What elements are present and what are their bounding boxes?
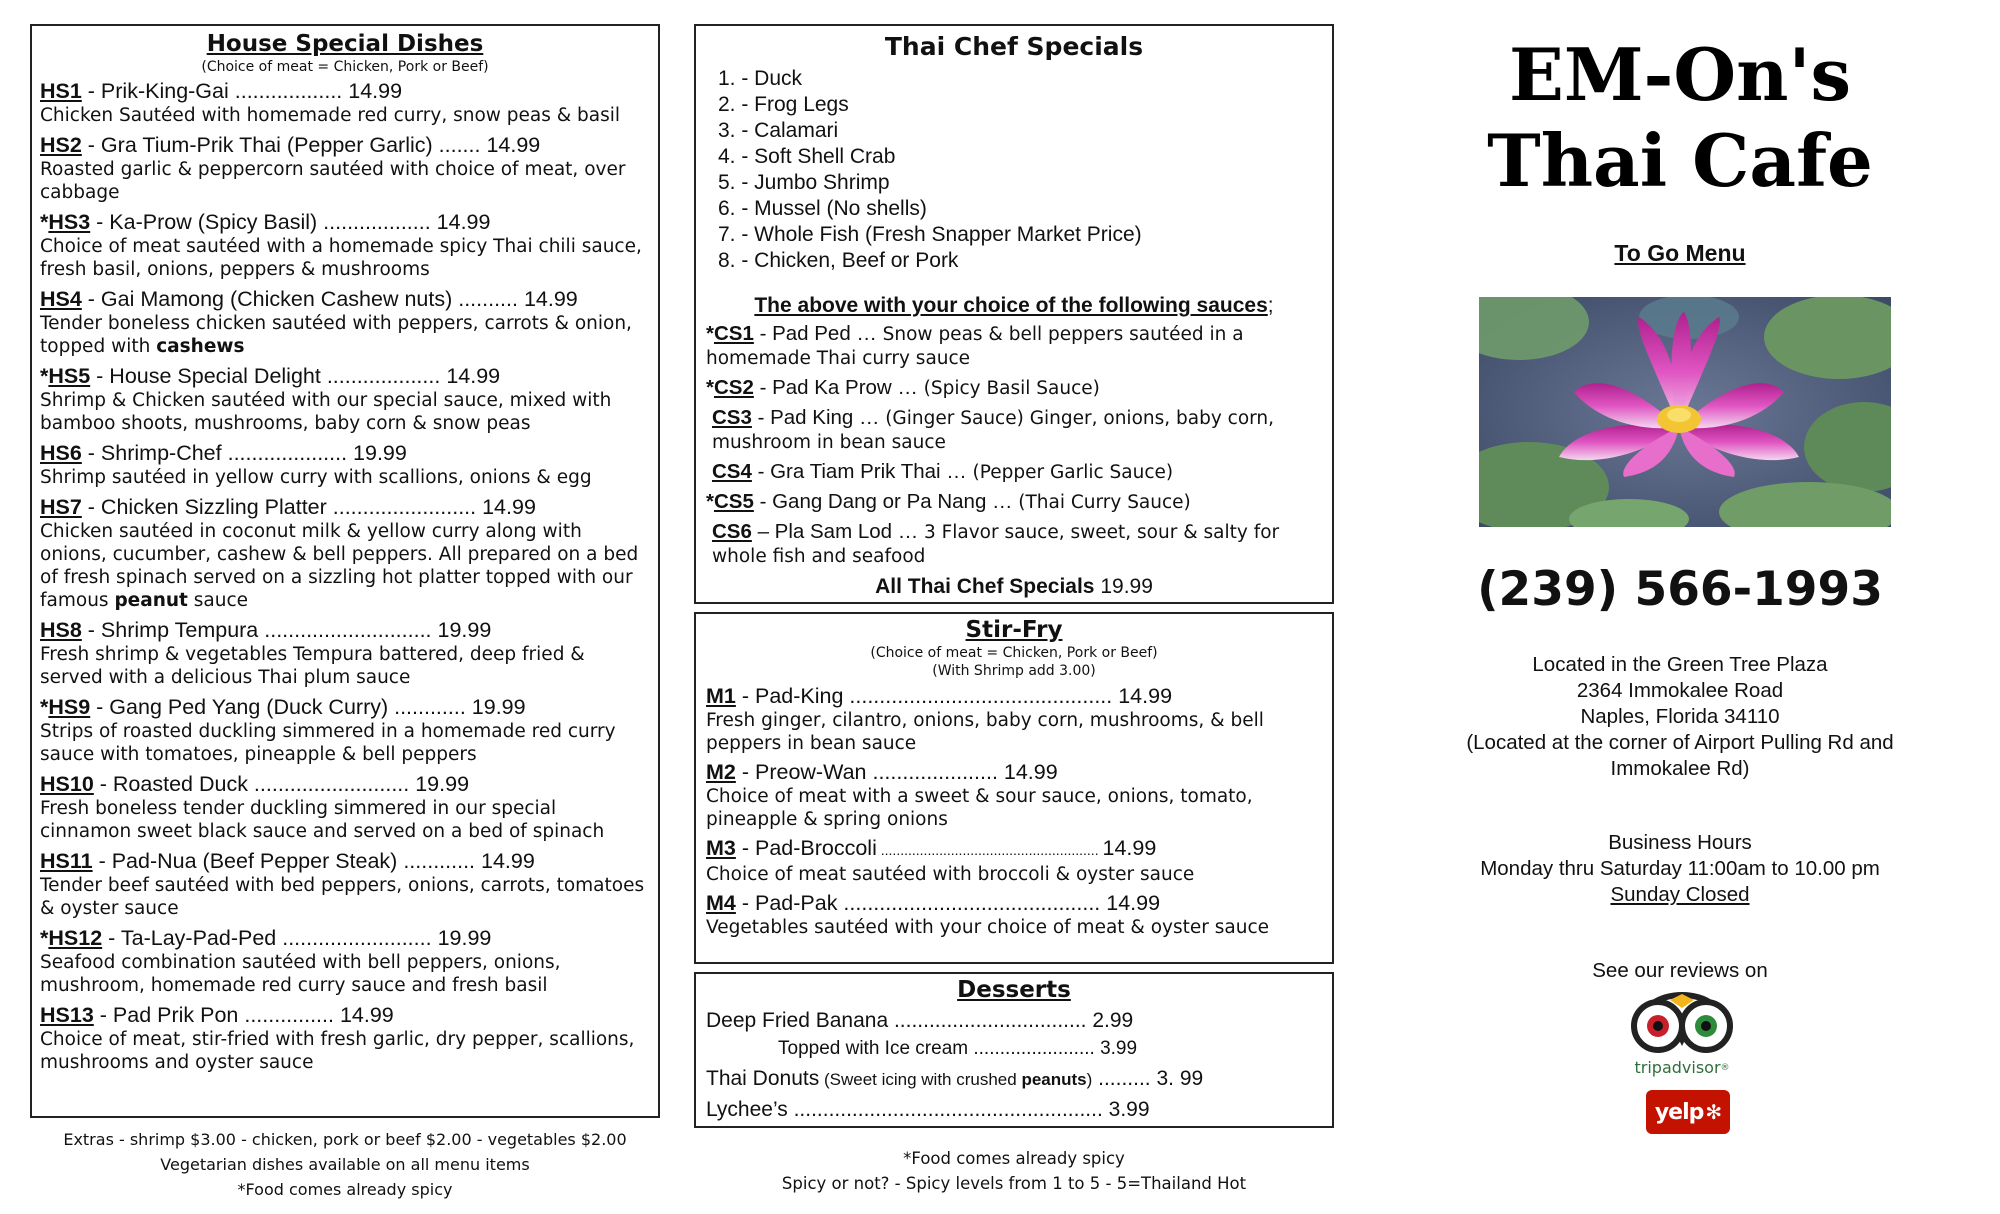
- sauce-name: - Gra Tiam Prik Thai …: [751, 460, 973, 483]
- menu-item: [40, 926, 650, 997]
- menu-item-line: [40, 695, 650, 720]
- spicy-star: *: [40, 210, 49, 234]
- sauce-name: - Pad Ped …: [753, 322, 883, 345]
- stir-fry-panel: [694, 612, 1334, 964]
- menu-item: [40, 364, 650, 435]
- menu-item: [706, 684, 1322, 755]
- menu-item-description: [40, 874, 650, 920]
- menu-item-line: [40, 772, 650, 797]
- dessert-item: [706, 1038, 1322, 1060]
- menu-item: [706, 891, 1322, 939]
- item-leader-dots: ............: [397, 849, 481, 873]
- stir-fry-subtitle-meat: (Choice of meat = Chicken, Pork or Beef): [870, 645, 1158, 661]
- item-code: HS3: [48, 210, 91, 234]
- chef-special-option: 3. - Calamari: [718, 119, 839, 142]
- item-code: HS9: [48, 695, 91, 719]
- item-leader-dots: ............................................: [843, 684, 1119, 708]
- spicy-star: *: [40, 926, 49, 950]
- menu-item: [40, 133, 650, 204]
- description-text: Choice of meat sautéed with a homemade spicy Thai chili sauce, fresh basil, onions, peppers & mushrooms: [40, 236, 642, 280]
- sauce-name: - Pad King …: [751, 406, 886, 429]
- menu-item-line: [40, 210, 650, 235]
- sauce-description: (Thai Curry Sauce): [1018, 492, 1191, 513]
- sauce-code: CS4: [712, 460, 752, 483]
- address-line-street: 2364 Immokalee Road: [1576, 679, 1784, 702]
- item-leader-dots: ....................: [221, 441, 354, 465]
- description-text: Tender beef sautéed with bed peppers, onions, carrots, tomatoes & oyster sauce: [40, 875, 645, 919]
- item-code: HS7: [40, 495, 82, 519]
- extras-note: [0, 1127, 690, 1202]
- menu-item: [40, 441, 650, 489]
- chef-specials-panel: [694, 24, 1334, 604]
- tripadvisor-text: tripadvisor: [1634, 1058, 1721, 1077]
- dessert-name: Deep Fried Banana: [706, 1009, 889, 1032]
- item-code: HS11: [40, 849, 93, 873]
- item-name: - Chicken Sizzling Platter: [81, 495, 327, 519]
- item-leader-dots: ...........................................: [837, 891, 1107, 915]
- description-text: Shrimp sautéed in yellow curry with scallions, onions & egg: [40, 467, 592, 488]
- all-chef-specials-amount: 19.99: [1094, 575, 1153, 598]
- stir-fry-title: Stir-Fry: [965, 617, 1063, 643]
- menu-item-line: [706, 836, 1322, 863]
- item-leader-dots: ..................: [317, 210, 437, 234]
- dessert-item: [706, 1097, 1322, 1123]
- lotus-photo: [1479, 297, 1891, 527]
- sauce-list: [706, 322, 1322, 568]
- item-name: - Pad-King: [735, 684, 844, 708]
- item-code: HS13: [40, 1003, 94, 1027]
- item-name: - Shrimp Tempura: [81, 618, 259, 642]
- dessert-price: 2.99: [1092, 1009, 1134, 1032]
- menu-item-description: [40, 643, 650, 689]
- item-leader-dots: .........: [1092, 1067, 1157, 1090]
- desserts-list: [706, 1008, 1322, 1123]
- item-price: 14.99: [446, 364, 501, 388]
- description-text: Fresh ginger, cilantro, onions, baby corn, mushrooms, & bell peppers in bean sauce: [706, 710, 1264, 754]
- item-code: M1: [706, 684, 736, 708]
- menu-item-line: [40, 849, 650, 874]
- business-hours-title: Business Hours: [1608, 831, 1752, 854]
- sauce-code: CS3: [712, 406, 752, 429]
- address-line-corner: (Located at the corner of Airport Pulling Rd and: [1466, 731, 1894, 754]
- business-hours-sunday: Sunday Closed: [1610, 883, 1750, 906]
- menu-item-description: [40, 720, 650, 766]
- dessert-name: Thai Donuts: [706, 1067, 820, 1090]
- sauce-option: [706, 490, 1322, 514]
- restaurant-name-line1: EM-On's: [1508, 32, 1852, 117]
- menu-item: [40, 287, 650, 358]
- menu-item-description: [40, 951, 650, 997]
- item-name: - Preow-Wan: [735, 760, 867, 784]
- item-leader-dots: ........................: [326, 495, 483, 519]
- dessert-price: 3. 99: [1156, 1067, 1204, 1090]
- address-line-city: Naples, Florida 34110: [1580, 705, 1780, 728]
- description-text: Choice of meat sautéed with broccoli & oyster sauce: [706, 864, 1195, 885]
- menu-item-description: [706, 863, 1322, 886]
- dessert-note-highlight: peanuts: [1021, 1070, 1087, 1089]
- item-price: 14.99: [436, 210, 491, 234]
- menu-item-description: [40, 520, 650, 612]
- menu-item-description: [706, 785, 1322, 831]
- menu-item-line: [40, 79, 650, 104]
- stir-fry-list: [706, 684, 1322, 939]
- menu-item-line: [40, 133, 650, 158]
- menu-item: [706, 760, 1322, 831]
- item-leader-dots: ........................................................: [876, 842, 1103, 858]
- chef-special-option: 1. - Duck: [718, 67, 803, 90]
- item-leader-dots: ...................: [320, 364, 447, 388]
- sauce-description: Snow peas & bell peppers sautéed in a homemade Thai curry sauce: [706, 324, 1244, 369]
- item-name: - Gai Mamong (Chicken Cashew nuts): [81, 287, 453, 311]
- dessert-name: Lychee’s: [706, 1098, 788, 1121]
- description-text-tail: sauce: [187, 590, 249, 611]
- dessert-note: (Sweet icing with crushed: [819, 1070, 1022, 1089]
- sauce-name: - Pad Ka Prow …: [753, 376, 924, 399]
- sauce-code: CS6: [712, 520, 752, 543]
- yelp-burst-icon: ✻: [1705, 1100, 1722, 1124]
- item-name: - Shrimp-Chef: [81, 441, 222, 465]
- stir-fry-subtitle-shrimp: (With Shrimp add 3.00): [932, 663, 1096, 679]
- description-text: Chicken Sautéed with homemade red curry, snow peas & basil: [40, 105, 621, 126]
- description-highlight: peanut: [114, 590, 188, 611]
- item-name: - Gang Ped Yang (Duck Curry): [90, 695, 389, 719]
- spice-level-note: Spicy or not? - Spicy levels from 1 to 5 - 5=Thailand Hot: [781, 1174, 1247, 1193]
- description-text: Choice of meat with a sweet & sour sauce, onions, tomato, pineapple & spring onions: [706, 786, 1253, 830]
- menu-item-line: [706, 684, 1322, 709]
- item-code: HS10: [40, 772, 94, 796]
- spicy-star: *: [40, 364, 49, 388]
- owl-icon: [1622, 990, 1742, 1054]
- item-price: 19.99: [437, 618, 492, 642]
- spicy-star: *: [706, 322, 714, 345]
- sauce-description: 3 Flavor sauce, sweet, sour & salty for whole fish and seafood: [712, 522, 1280, 567]
- item-leader-dots: ............................: [258, 618, 438, 642]
- all-chef-specials-label: All Thai Chef Specials: [875, 575, 1095, 598]
- sauce-name: – Pla Sam Lod …: [751, 520, 924, 543]
- item-price: 19.99: [415, 772, 470, 796]
- restaurant-name-line2: Thai Cafe: [1487, 118, 1873, 203]
- menu-item-line: [706, 760, 1322, 785]
- menu-item-description: [706, 916, 1322, 939]
- menu-item-description: [40, 235, 650, 281]
- menu-item: [40, 618, 650, 689]
- chef-special-option: 5. - Jumbo Shrimp: [718, 171, 890, 194]
- chef-special-option: 6. - Mussel (No shells): [718, 197, 927, 220]
- sauce-option: [706, 322, 1322, 370]
- menu-item-description: [40, 389, 650, 435]
- item-code: M2: [706, 760, 736, 784]
- description-text: Shrimp & Chicken sautéed with our special sauce, mixed with bamboo shoots, mushrooms, baby corn & snow peas: [40, 390, 612, 434]
- chef-special-option: 2. - Frog Legs: [718, 93, 849, 116]
- menu-item: [40, 495, 650, 612]
- sauce-heading: [706, 292, 1322, 319]
- description-text: Choice of meat, stir-fried with fresh garlic, dry pepper, scallions, mushrooms and oyster sauce: [40, 1029, 635, 1073]
- menu-item: [40, 772, 650, 843]
- item-code: HS4: [40, 287, 82, 311]
- dessert-price: 3.99: [1108, 1098, 1150, 1121]
- sauce-heading-text: The above with your choice of the following sauces: [754, 294, 1268, 317]
- sauce-heading-tail: ;: [1267, 294, 1274, 317]
- dessert-note-end: ): [1086, 1070, 1093, 1089]
- item-leader-dots: .......: [432, 133, 487, 157]
- item-price: 14.99: [348, 79, 403, 103]
- menu-item-line: [40, 495, 650, 520]
- sauce-code: CS5: [713, 490, 754, 513]
- business-hours-block: [1390, 830, 1970, 908]
- spicy-star: *: [706, 376, 714, 399]
- item-name: - Pad-Pak: [735, 891, 838, 915]
- menu-item-description: [40, 466, 650, 489]
- menu-item-line: [40, 926, 650, 951]
- chef-special-option: 8. - Chicken, Beef or Pork: [718, 249, 959, 272]
- dessert-item: [706, 1008, 1322, 1034]
- item-leader-dots: .....................................................: [787, 1098, 1109, 1121]
- reviews-label: See our reviews on: [1592, 959, 1768, 982]
- description-text: Tender boneless chicken sautéed with peppers, carrots & onion, topped with: [40, 313, 632, 357]
- item-price: 14.99: [481, 849, 535, 873]
- item-name: - Prik-King-Gai: [81, 79, 229, 103]
- sauce-option: [706, 406, 1322, 454]
- address-line-road: Immokalee Rd): [1610, 757, 1750, 780]
- sauce-name: - Gang Dang or Pa Nang …: [753, 490, 1019, 513]
- spicy-star: *: [706, 490, 714, 513]
- menu-item-line: [40, 1003, 650, 1028]
- item-price: 19.99: [353, 441, 407, 465]
- item-name: - Roasted Duck: [93, 772, 248, 796]
- sauce-description: (Pepper Garlic Sauce): [972, 462, 1174, 483]
- item-leader-dots: .........................: [276, 926, 438, 950]
- menu-item-line: [40, 618, 650, 643]
- item-code: HS8: [40, 618, 82, 642]
- item-price: 14.99: [339, 1003, 394, 1027]
- sauce-description: (Spicy Basil Sauce): [923, 378, 1100, 399]
- item-price: 14.99: [1003, 760, 1058, 784]
- menu-item-description: [706, 709, 1322, 755]
- yelp-text: yelp: [1654, 1099, 1704, 1125]
- tripadvisor-logo[interactable]: [1622, 990, 1742, 1080]
- item-price: 14.99: [523, 287, 578, 311]
- item-code: HS2: [40, 133, 82, 157]
- menu-item: [40, 210, 650, 281]
- item-leader-dots: .....................: [866, 760, 1004, 784]
- chef-specials-title: Thai Chef Specials: [884, 32, 1144, 61]
- menu-item: [40, 79, 650, 127]
- item-leader-dots: .................................: [888, 1009, 1093, 1032]
- to-go-menu-label: To Go Menu: [1614, 240, 1746, 266]
- vegetarian-line: Vegetarian dishes available on all menu items: [160, 1155, 530, 1174]
- item-price: 14.99: [1102, 836, 1157, 860]
- item-leader-dots: ..................: [228, 79, 349, 103]
- all-chef-specials-price: [706, 574, 1322, 600]
- item-price: 19.99: [437, 926, 492, 950]
- spicy-note-line: *Food comes already spicy: [237, 1180, 453, 1199]
- house-specials-panel: [30, 24, 660, 1118]
- menu-item-description: [40, 158, 650, 204]
- description-text: Fresh boneless tender duckling simmered in our special cinnamon sweet black sauce and served on a bed of spinach: [40, 798, 605, 842]
- address-line-plaza: Located in the Green Tree Plaza: [1532, 653, 1828, 676]
- item-code: M4: [706, 891, 736, 915]
- item-code: HS6: [40, 441, 82, 465]
- dessert-price: 3.99: [1100, 1038, 1138, 1059]
- tripadvisor-wordmark: [1622, 1059, 1742, 1077]
- house-specials-title: House Special Dishes: [206, 31, 484, 57]
- description-text: Roasted garlic & peppercorn sautéed with choice of meat, over cabbage: [40, 159, 626, 203]
- menu-item-description: [40, 1028, 650, 1074]
- menu-item-line: [40, 364, 650, 389]
- dessert-item: [706, 1066, 1322, 1093]
- item-code: HS5: [48, 364, 91, 388]
- desserts-panel: [694, 972, 1334, 1128]
- center-spicy-note: *Food comes already spicy: [903, 1149, 1125, 1168]
- sauce-code: CS1: [713, 322, 754, 345]
- item-price: 14.99: [1106, 891, 1161, 915]
- extras-line: Extras - shrimp $3.00 - chicken, pork or beef $2.00 - vegetables $2.00: [63, 1130, 627, 1149]
- spicy-star: *: [40, 695, 49, 719]
- item-leader-dots: .......................: [968, 1038, 1101, 1059]
- item-price: 14.99: [482, 495, 536, 519]
- sauce-description: (Ginger Sauce) Ginger, onions, baby corn, mushroom in bean sauce: [712, 408, 1275, 453]
- chef-special-option: 4. - Soft Shell Crab: [718, 145, 896, 168]
- house-specials-list: [40, 79, 650, 1074]
- description-text: Strips of roasted duckling simmered in a homemade red curry sauce with tomatoes, pineapple & bell peppers: [40, 721, 616, 765]
- house-specials-subtitle: (Choice of meat = Chicken, Pork or Beef): [201, 59, 489, 75]
- yelp-logo[interactable]: [1646, 1090, 1730, 1134]
- menu-item: [40, 1003, 650, 1074]
- chef-specials-list: [706, 66, 1322, 274]
- item-code: HS1: [40, 79, 82, 103]
- menu-item: [40, 695, 650, 766]
- sauce-code: CS2: [713, 376, 754, 399]
- description-text: Chicken sautéed in coconut milk & yellow curry along with onions, cucumber, cashew & bell peppers. All prepared on a bed of fresh spinach served on a sizzling hot platter topped with our famous: [40, 521, 639, 611]
- center-notes: [694, 1146, 1334, 1196]
- sauce-option: [706, 376, 1322, 400]
- description-text: Fresh shrimp & vegetables Tempura battered, deep fried & served with a delicious Thai plum sauce: [40, 644, 585, 688]
- menu-item: [706, 836, 1322, 886]
- chef-special-option: 7. - Whole Fish (Fresh Snapper Market Price): [718, 223, 1142, 246]
- menu-item-description: [40, 104, 650, 127]
- description-text: Seafood combination sautéed with bell peppers, onions, mushroom, homemade red curry sauce and fresh basil: [40, 952, 561, 996]
- menu-item: [40, 849, 650, 920]
- item-name: - Ka-Prow (Spicy Basil): [90, 210, 318, 234]
- description-highlight: cashews: [156, 336, 245, 357]
- item-leader-dots: ...............: [238, 1003, 340, 1027]
- item-name: - Ta-Lay-Pad-Ped: [102, 926, 277, 950]
- menu-item-line: [40, 287, 650, 312]
- item-code: HS12: [48, 926, 103, 950]
- sauce-option: [706, 460, 1322, 484]
- business-hours-weekdays: Monday thru Saturday 11:00am to 10.00 pm: [1480, 857, 1880, 880]
- menu-item-description: [40, 312, 650, 358]
- dessert-name: Topped with Ice cream: [778, 1038, 969, 1059]
- phone-number[interactable]: (239) 566-1993: [1477, 562, 1883, 617]
- address-block: [1390, 652, 1970, 782]
- tripadvisor-registered: ®: [1720, 1063, 1730, 1073]
- sauce-option: [706, 520, 1322, 568]
- item-leader-dots: ............: [388, 695, 472, 719]
- menu-item-description: [40, 797, 650, 843]
- item-name: - Pad-Nua (Beef Pepper Steak): [92, 849, 398, 873]
- lotus-illustration: [1479, 297, 1891, 527]
- description-text: Vegetables sautéed with your choice of meat & oyster sauce: [706, 917, 1270, 938]
- item-name: - Pad Prik Pon: [93, 1003, 239, 1027]
- item-name: - Pad-Broccoli: [735, 836, 877, 860]
- item-code: M3: [706, 836, 736, 860]
- menu-item-line: [706, 891, 1322, 916]
- item-leader-dots: ..........................: [247, 772, 416, 796]
- item-name: - Gra Tium-Prik Thai (Pepper Garlic): [81, 133, 433, 157]
- item-name: - House Special Delight: [90, 364, 321, 388]
- desserts-title: Desserts: [957, 977, 1071, 1003]
- menu-item-line: [40, 441, 650, 466]
- item-price: 14.99: [486, 133, 541, 157]
- item-price: 19.99: [471, 695, 526, 719]
- item-price: 14.99: [1118, 684, 1173, 708]
- item-leader-dots: ..........: [452, 287, 524, 311]
